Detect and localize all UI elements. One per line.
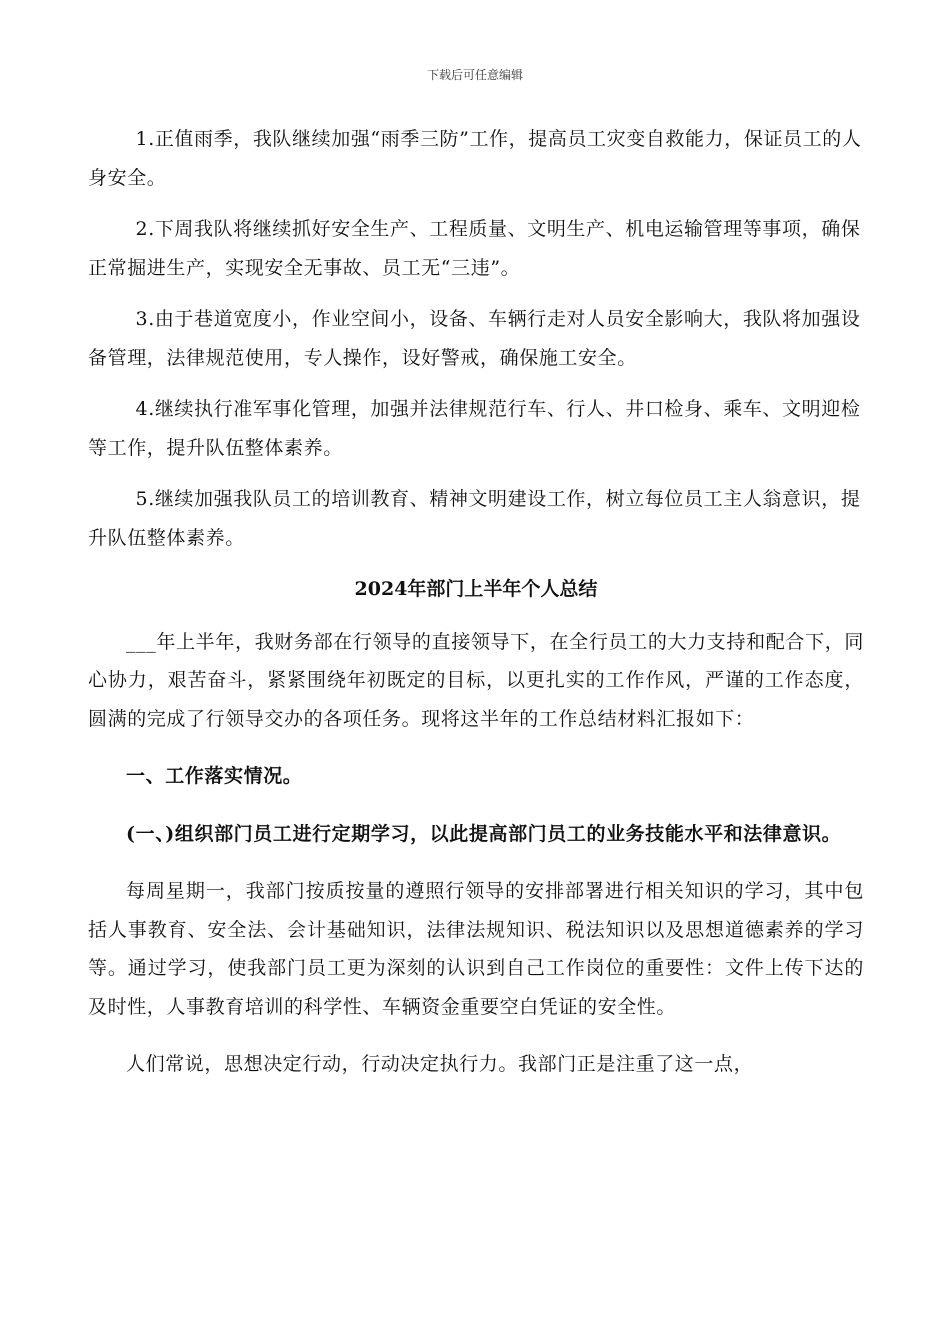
- document-body: [88, 120, 864, 1103]
- thought-paragraph: 人们常说，思想决定行动，行动决定执行力。我部门正是注重了这一点，: [126, 1053, 754, 1075]
- list-item-4: 4.继续执行准军事化管理，加强并法律规范行车、行人、井口检身、乘车、文明迎检等工作，提升队伍整体素养。: [88, 398, 861, 459]
- heading-regular-study: (一、)组织部门员工进行定期学习，以此提高部门员工的业务技能水平和法律意识。: [126, 822, 842, 845]
- page-header: 下载后可任意编辑: [426, 68, 523, 82]
- intro-paragraph: ___年上半年，我财务部在行领导的直接领导下，在全行员工的大力支持和配合下，同心协力，艰苦奋斗，紧紧围绕年初既定的目标，以更扎实的工作作风，严谨的工作态度，圆满的完成了行领导交办的各项任务。现将这半年的工作总结材料汇报如下：: [88, 630, 864, 730]
- study-paragraph: 每周星期一，我部门按质按量的遵照行领导的安排部署进行相关知识的学习，其中包括人事教育、安全法、会计基础知识，法律法规知识、税法知识以及思想道德素养的学习等。通过学习，使我部门员工更为深刻的认识到自己工作岗位的重要性：文件上传下达的及时性，人事教育培训的科学性、车辆资金重要空白凭证的安全性。: [88, 880, 864, 1018]
- list-item-3: 3.由于巷道宽度小，作业空间小，设备、车辆行走对人员安全影响大，我队将加强设备管理，法律规范使用，专人操作，设好警戒，确保施工安全。: [88, 308, 861, 369]
- list-item-1: 1.正值雨季，我队继续加强“雨季三防”工作，提高员工灾变自救能力，保证员工的人身安全。: [88, 128, 862, 189]
- list-item-2: 2.下周我队将继续抓好安全生产、工程质量、文明生产、机电运输管理等事项，确保正常掘进生产，实现安全无事故、员工无“三违”。: [88, 218, 861, 279]
- heading-work-status: 一、工作落实情况。: [126, 765, 303, 787]
- list-item-5: 5.继续加强我队员工的培训教育、精神文明建设工作，树立每位员工主人翁意识，提升队伍整体素养。: [88, 488, 861, 549]
- section-title: 2024年部门上半年个人总结: [354, 578, 598, 600]
